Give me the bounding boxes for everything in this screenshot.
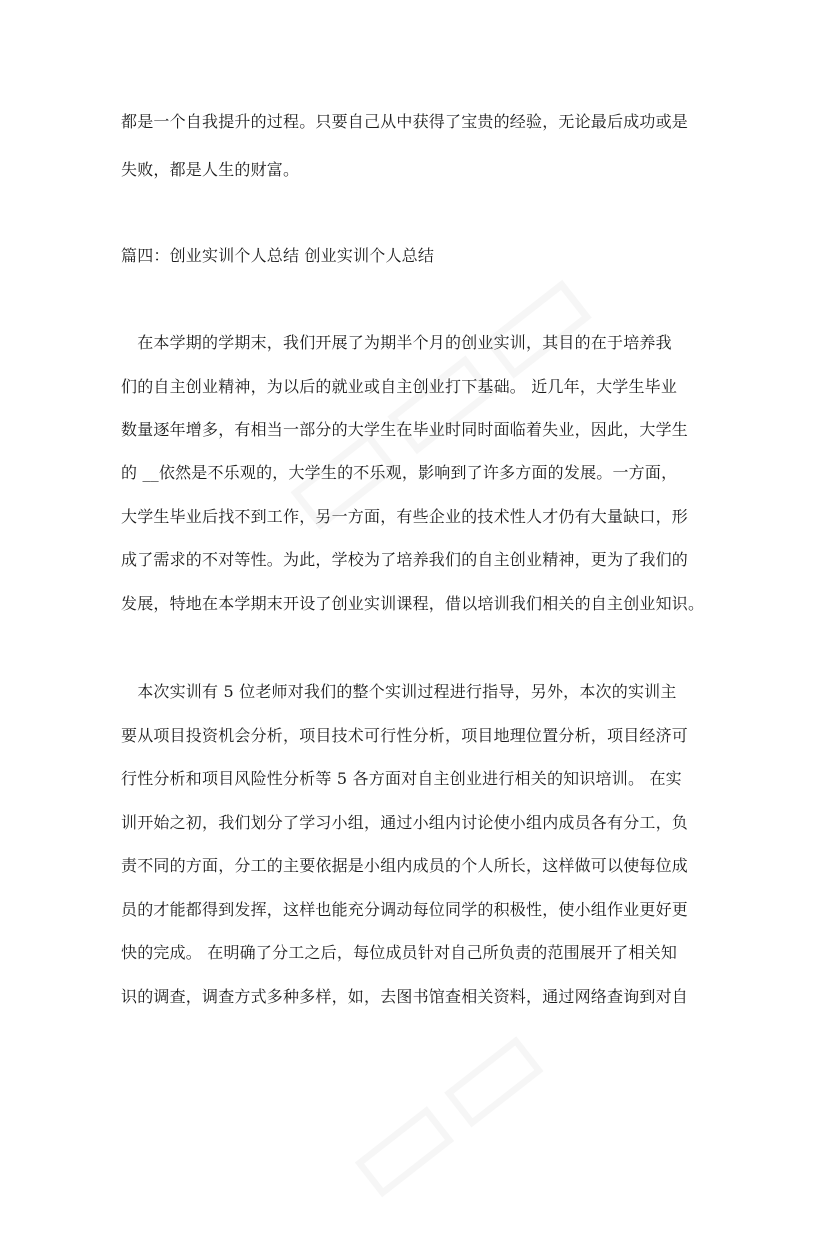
- text-line: 行性分析和项目风险性分析等 5 各方面对自主创业进行相关的知识培训。 在实: [121, 769, 682, 788]
- text-line: 训开始之初，我们划分了学习小组，通过小组内讨论使小组内成员各有分工，负: [121, 813, 689, 832]
- text-line: 发展，特地在本学期末开设了创业实训课程，借以培训我们相关的自主创业知识。: [121, 594, 705, 613]
- text-line: 要从项目投资机会分析，项目技术可行性分析，项目地理位置分析，项目经济可: [121, 726, 689, 745]
- text-line: 责不同的方面，分工的主要依据是小组内成员的个人所长，这样做可以使每位成: [121, 856, 689, 875]
- text-line: 快的完成。 在明确了分工之后，每位成员针对自己所负责的范围展开了相关知: [121, 943, 678, 962]
- text-line: 本次实训有 5 位老师对我们的整个实训过程进行指导，另外，本次的实训主: [121, 682, 677, 701]
- watermark: [311, 985, 575, 1234]
- text-line: 的 __依然是不乐观的，大学生的不乐观，影响到了许多方面的发展。一方面，: [121, 463, 678, 482]
- section-heading: 篇四：创业实训个人总结 创业实训个人总结: [121, 246, 435, 265]
- text-line: 成了需求的不对等性。为此，学校为了培养我们的自主创业精神，更为了我们的: [121, 550, 689, 569]
- text-line: 失败，都是人生的财富。: [121, 160, 300, 179]
- text-line: 们的自主创业精神，为以后的就业或自主创业打下基础。 近几年，大学生毕业: [121, 377, 678, 396]
- text-line: 都是一个自我提升的过程。只要自己从中获得了宝贵的经验，无论最后成功或是: [121, 112, 689, 131]
- text-line: 数量逐年增多，有相当一部分的大学生在毕业时同时面临着失业，因此，大学生: [121, 420, 689, 439]
- text-line: 大学生毕业后找不到工作，另一方面，有些企业的技术性人才仍有大量缺口，形: [121, 507, 689, 526]
- text-line: 在本学期的学期末，我们开展了为期半个月的创业实训，其目的在于培养我: [121, 333, 672, 352]
- text-line: 员的才能都得到发挥，这样也能充分调动每位同学的积极性，使小组作业更好更: [121, 900, 689, 919]
- text-line: 识的调查，调查方式多种多样，如，去图书馆查相关资料，通过网络查询到对自: [121, 987, 689, 1006]
